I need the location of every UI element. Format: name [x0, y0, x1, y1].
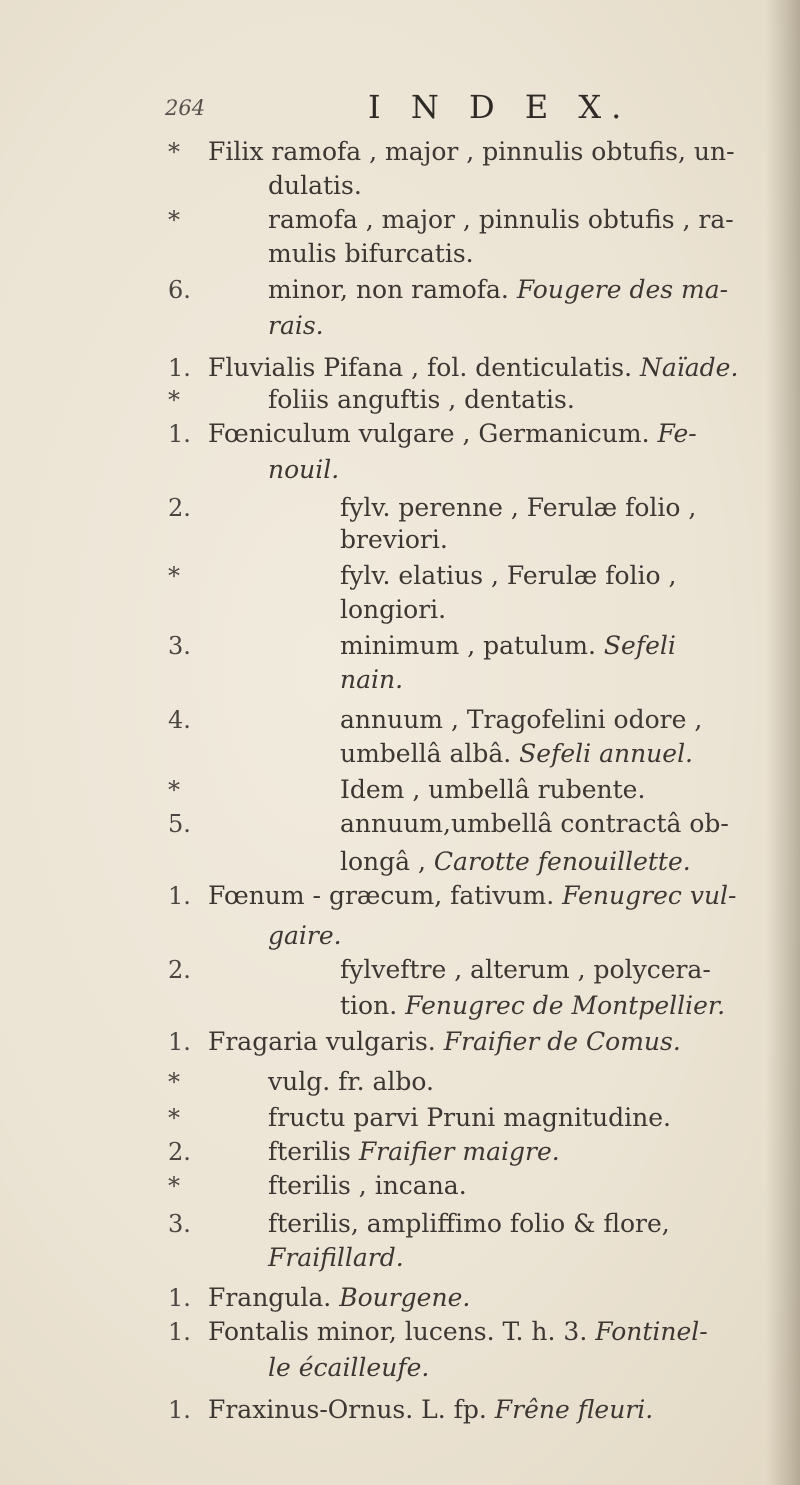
latin-text: ramofa , major , pinnulis obtufis , ra- — [268, 205, 734, 234]
latin-text: annuum , Tragofelini odore , — [340, 705, 703, 734]
latin-text: vulg. fr. albo. — [268, 1067, 434, 1096]
index-line — [0, 950, 800, 990]
index-line — [0, 1238, 800, 1278]
entry-text — [208, 1022, 681, 1062]
entry-text — [268, 1062, 434, 1102]
vernacular-name: rais. — [268, 311, 324, 340]
index-line — [0, 1022, 800, 1062]
index-line — [0, 1312, 800, 1352]
entry-text — [268, 306, 324, 346]
vernacular-name: Naïade. — [639, 353, 739, 382]
page-edge-shadow — [766, 0, 800, 1485]
entry-marker: 3. — [168, 632, 191, 660]
vernacular-name: Sefeli — [603, 631, 676, 660]
entry-text — [340, 986, 725, 1026]
index-line — [0, 234, 800, 274]
entry-marker: 1. — [168, 1396, 191, 1424]
entry-marker: * — [168, 1172, 180, 1200]
entry-marker: 2. — [168, 956, 191, 984]
index-line — [0, 876, 800, 916]
page-header — [0, 88, 800, 128]
entry-marker: * — [168, 1068, 180, 1096]
index-line — [0, 414, 800, 454]
entry-marker: 3. — [168, 1210, 191, 1238]
entry-text — [208, 876, 736, 916]
entry-text — [340, 804, 729, 844]
latin-text: longâ , — [340, 847, 434, 876]
latin-text: Fragaria vulgaris. — [208, 1027, 444, 1056]
vernacular-name: Fe- — [657, 419, 697, 448]
latin-text: Filix ramofa , major , pinnulis obtufis, un- — [208, 137, 735, 166]
entry-marker: 1. — [168, 1284, 191, 1312]
vernacular-name: Carotte fenouillette. — [433, 847, 691, 876]
entry-text — [340, 660, 403, 700]
vernacular-name: nain. — [340, 665, 404, 694]
latin-text: fterilis, ampliffimo folio & flore, — [268, 1209, 670, 1238]
entry-marker: 1. — [168, 1028, 191, 1056]
index-line — [0, 1062, 800, 1102]
index-line — [0, 986, 800, 1026]
latin-text: fylveftre , alterum , polycera- — [340, 955, 711, 984]
entry-marker: * — [168, 138, 180, 166]
latin-text: longiori. — [340, 595, 447, 624]
latin-text: dulatis. — [268, 171, 362, 200]
latin-text: Fœniculum vulgare , Germanicum. — [208, 419, 658, 448]
vernacular-name: Fontinel- — [595, 1317, 708, 1346]
latin-text: fylv. perenne , Ferulæ folio , — [340, 493, 697, 522]
entry-marker: * — [168, 386, 180, 414]
entry-text — [268, 1238, 404, 1278]
entry-text — [208, 414, 697, 454]
index-line — [0, 804, 800, 844]
vernacular-name: Sefeli annuel. — [519, 739, 694, 768]
entry-text — [208, 1312, 708, 1352]
entry-marker: 2. — [168, 494, 191, 522]
vernacular-name: Fenugrec vul- — [562, 881, 737, 910]
latin-text: fterilis , incana. — [268, 1171, 467, 1200]
latin-text: annuum,umbellâ contractâ ob- — [340, 809, 729, 838]
latin-text: minor, non ramofa. — [268, 275, 517, 304]
index-line — [0, 734, 800, 774]
latin-text: foliis anguftis , dentatis. — [268, 385, 575, 414]
index-line — [0, 660, 800, 700]
entry-marker: 5. — [168, 810, 191, 838]
latin-text: fylv. elatius , Ferulæ folio , — [340, 561, 677, 590]
entry-text — [208, 1390, 653, 1430]
latin-text: tion. — [340, 991, 406, 1020]
entry-marker: 4. — [168, 706, 191, 734]
index-line — [0, 1348, 800, 1388]
latin-text: Fraxinus-Ornus. L. fp. — [208, 1395, 495, 1424]
index-line — [0, 1166, 800, 1206]
entry-marker: 1. — [168, 882, 191, 910]
index-line — [0, 450, 800, 490]
entry-text — [268, 234, 474, 274]
vernacular-name: Fraifillard. — [268, 1243, 404, 1272]
latin-text: Idem , umbellâ rubente. — [340, 775, 646, 804]
latin-text: umbellâ albâ. — [340, 739, 520, 768]
entry-marker: * — [168, 776, 180, 804]
running-head: I N D E X. — [368, 88, 632, 126]
vernacular-name: gaire. — [268, 921, 342, 950]
entry-marker: 1. — [168, 1318, 191, 1346]
index-line — [0, 270, 800, 310]
entry-text — [268, 450, 339, 490]
entry-text — [340, 520, 448, 560]
latin-text: Fœnum - græcum, fativum. — [208, 881, 563, 910]
latin-text: minimum , patulum. — [340, 631, 604, 660]
vernacular-name: Fraifier maigre. — [358, 1137, 560, 1166]
latin-text: mulis bifurcatis. — [268, 239, 474, 268]
index-line — [0, 1390, 800, 1430]
latin-text: breviori. — [340, 525, 448, 554]
latin-text: Fluvialis Pifana , fol. denticulatis. — [208, 353, 640, 382]
entry-marker: 2. — [168, 1138, 191, 1166]
entry-text — [340, 734, 693, 774]
latin-text: fterilis — [268, 1137, 359, 1166]
vernacular-name: le écailleufe. — [268, 1353, 430, 1382]
entry-text — [340, 950, 711, 990]
entry-marker: 1. — [168, 420, 191, 448]
entry-marker: * — [168, 1104, 180, 1132]
entry-text — [268, 1166, 467, 1206]
index-line — [0, 520, 800, 560]
entry-text — [268, 1348, 429, 1388]
entry-marker: * — [168, 206, 180, 234]
vernacular-name: Frêne fleuri. — [494, 1395, 654, 1424]
vernacular-name: Fraifier de Comus. — [443, 1027, 681, 1056]
page-number: 264 — [165, 96, 206, 120]
vernacular-name: Fougere des ma- — [516, 275, 729, 304]
entry-marker: 6. — [168, 276, 191, 304]
latin-text: Fontalis minor, lucens. T. h. 3. — [208, 1317, 596, 1346]
index-line — [0, 590, 800, 630]
entry-text — [268, 270, 728, 310]
index-line — [0, 306, 800, 346]
entry-text — [340, 590, 446, 630]
latin-text: Frangula. — [208, 1283, 340, 1312]
latin-text: fructu parvi Pruni magnitudine. — [268, 1103, 671, 1132]
vernacular-name: Bourgene. — [339, 1283, 471, 1312]
vernacular-name: nouil. — [268, 455, 340, 484]
entry-marker: 1. — [168, 354, 191, 382]
vernacular-name: Fenugrec de Montpellier. — [405, 991, 726, 1020]
entry-marker: * — [168, 562, 180, 590]
